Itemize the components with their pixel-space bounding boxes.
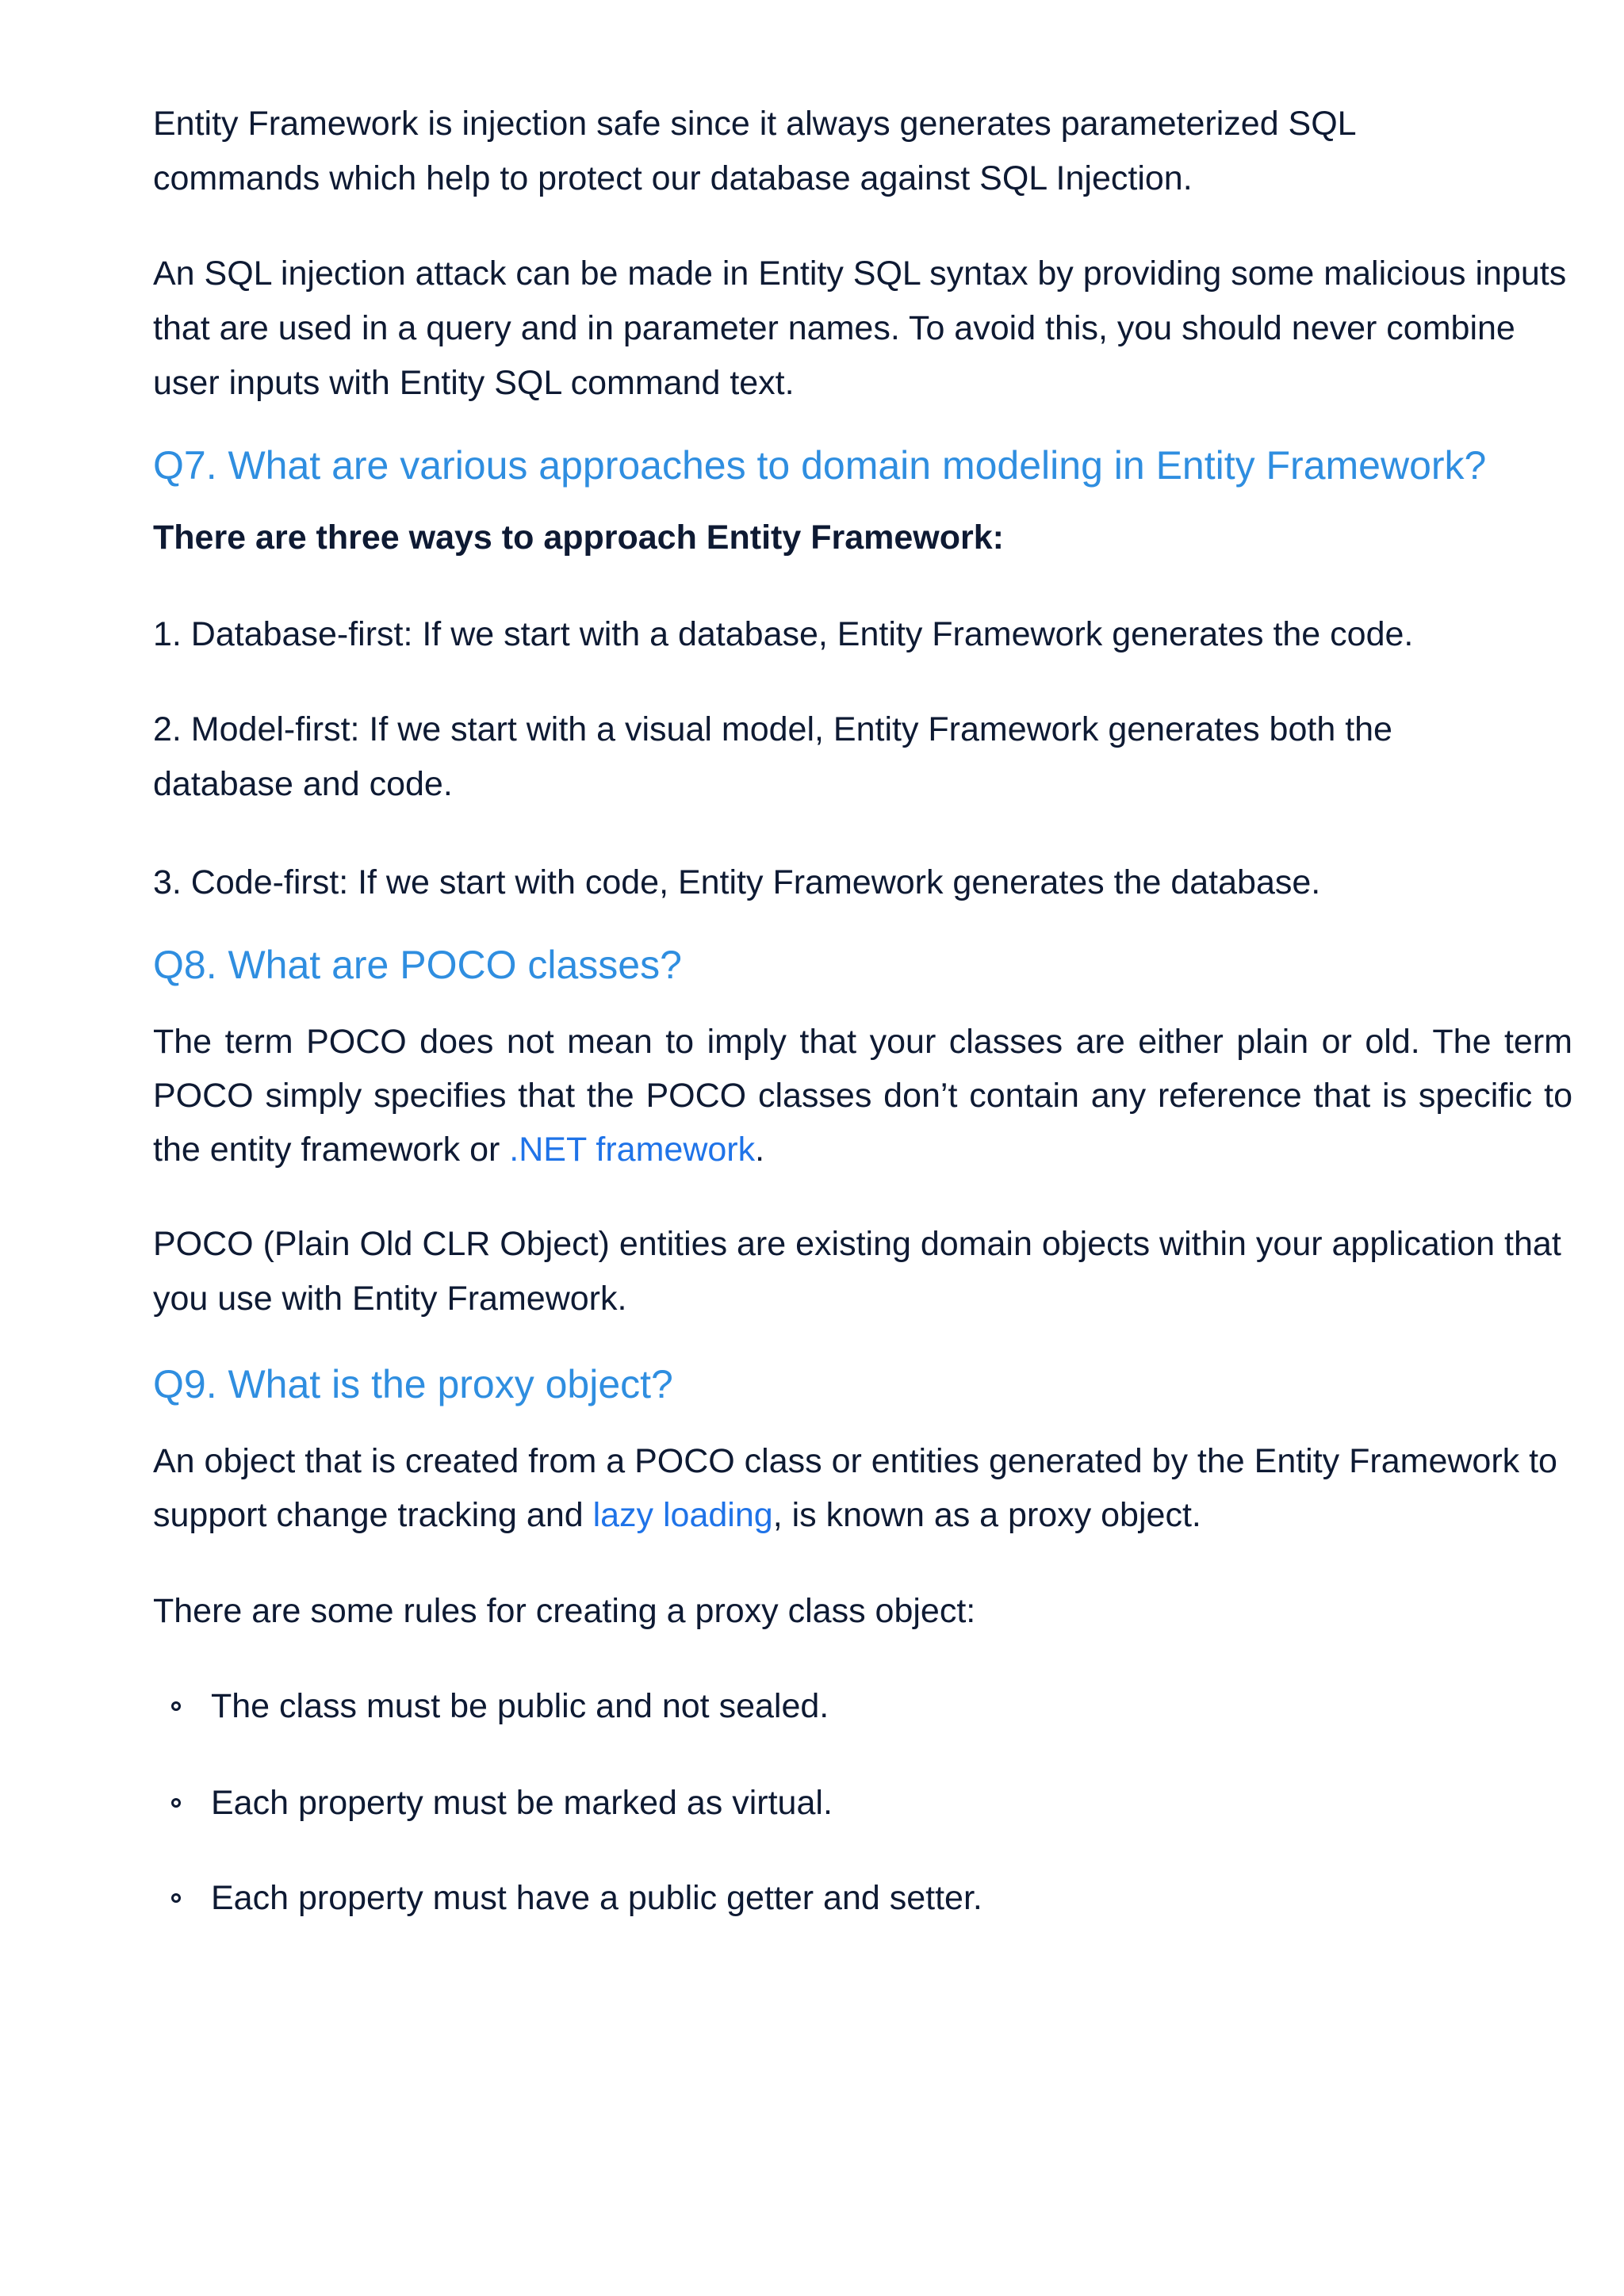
q7-heading: Q7. What are various approaches to domain modeling in Entity Framework? — [153, 443, 1487, 488]
lazy-loading-link[interactable]: lazy loading — [592, 1496, 773, 1534]
bullet-icon — [171, 1893, 181, 1903]
q9-paragraph-1 — [153, 1434, 1572, 1542]
q8-paragraph-2: POCO (Plain Old CLR Object) entities are existing domain objects within your application that you use with Entity Framework. — [153, 1225, 1561, 1318]
intro-paragraph-2: An SQL injection attack can be made in Entity SQL syntax by providing some malicious inputs that are used in a query and in parameter names. To avoid this, you should never combine user inputs with Entity SQL command text. — [153, 254, 1567, 402]
q7-item-3: 3. Code-first: If we start with code, Entity Framework generates the database. — [153, 863, 1321, 901]
net-framework-link[interactable]: .NET framework — [509, 1131, 756, 1169]
rule-text: The class must be public and not sealed. — [211, 1687, 829, 1725]
q7-item-1: 1. Database-first: If we start with a database, Entity Framework generates the code. — [153, 615, 1414, 653]
proxy-rules-list — [153, 1679, 1572, 1926]
q9-paragraph-2: There are some rules for creating a proxy class object: — [153, 1592, 976, 1630]
q8-heading: Q8. What are POCO classes? — [153, 943, 682, 987]
q9-heading: Q9. What is the proxy object? — [153, 1362, 673, 1406]
q7-lead: There are three ways to approach Entity Framework: — [153, 519, 1004, 557]
rule-text: Each property must have a public getter and setter. — [211, 1879, 982, 1917]
bullet-icon — [171, 1798, 181, 1808]
rule-text: Each property must be marked as virtual. — [211, 1784, 833, 1822]
q8-paragraph-1-text: The term POCO does not mean to imply that your classes are either plain or old. The term POCO simply specifies that the POCO classes don’t contain any reference that is specific to the entity framework or — [153, 1023, 1572, 1169]
document-page — [153, 97, 1572, 1926]
list-item — [153, 1679, 1572, 1734]
intro-paragraph-1: Entity Framework is injection safe since it always generates parameterized SQL commands which help to protect our database against SQL Injection. — [153, 105, 1356, 197]
q8-paragraph-1-end: . — [755, 1131, 765, 1169]
list-item — [153, 1871, 1572, 1926]
q9-paragraph-1-text: An object that is created from a POCO class or entities generated by the Entity Framework to support change tracking and — [153, 1442, 1557, 1534]
bullet-icon — [171, 1701, 181, 1711]
list-item — [153, 1776, 1572, 1831]
q7-item-2: 2. Model-first: If we start with a visual model, Entity Framework generates both the database and code. — [153, 710, 1392, 803]
q9-paragraph-1-end: , is known as a proxy object. — [772, 1496, 1201, 1534]
q8-paragraph-1 — [153, 1015, 1572, 1177]
